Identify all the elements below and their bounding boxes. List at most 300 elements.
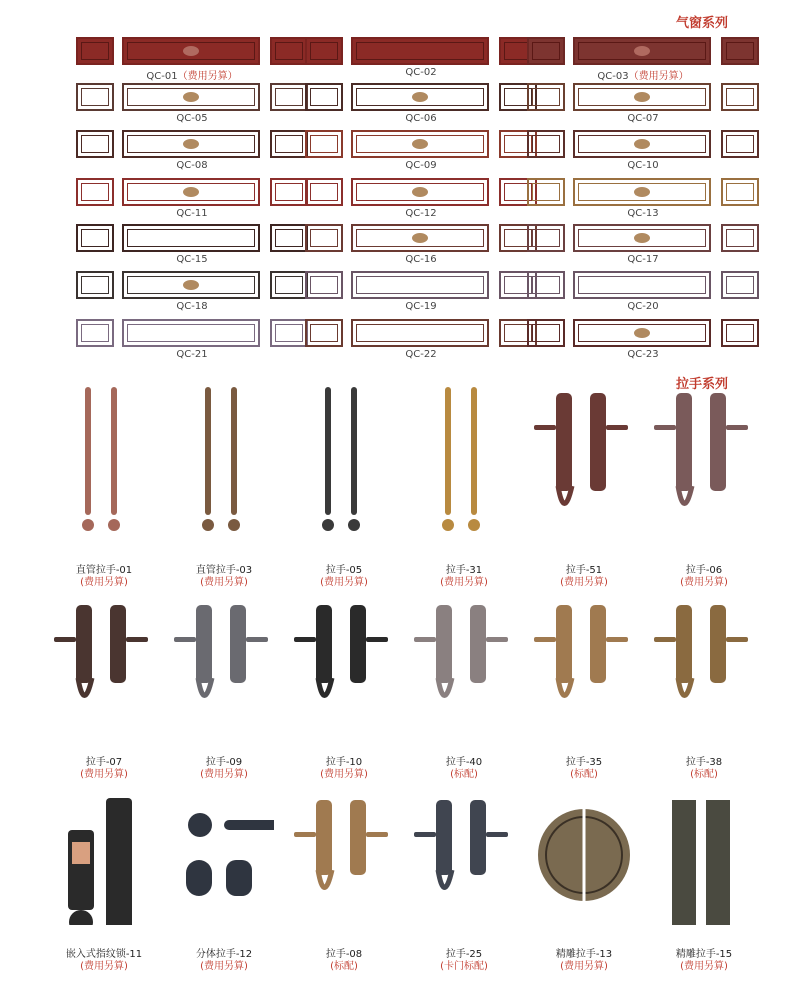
handle-note: (费用另算) (80, 769, 128, 780)
vent-panels (527, 37, 759, 65)
handle-item (285, 383, 403, 598)
vent-panel (76, 83, 114, 111)
vent-panel (573, 224, 711, 252)
vent-panel (573, 37, 711, 65)
handle-image (54, 383, 154, 541)
handle-name: 拉手-38 (685, 757, 723, 768)
vent-code-text: QC-23 (627, 349, 659, 360)
vent-code (305, 349, 537, 360)
handle-note: (费用另算) (560, 577, 608, 588)
vent-code-text: QC-11 (176, 208, 208, 219)
handle-image (174, 595, 274, 733)
vent-panel (122, 224, 260, 252)
handle-name: 精雕拉手-15 (675, 949, 733, 960)
vent-panel-inner (310, 42, 338, 60)
handle-lever (414, 832, 436, 837)
handle-image (294, 383, 394, 541)
vent-code-text: QC-02 (405, 67, 437, 78)
vent-code-text: QC-01 (146, 71, 178, 82)
vent-code (305, 67, 537, 78)
vent-panel (721, 130, 759, 158)
vent-panel-inner (81, 135, 109, 153)
handle-lever (366, 832, 388, 837)
vent-panel (351, 319, 489, 347)
vent-item (527, 130, 759, 174)
handle-note: (费用另算) (440, 577, 488, 588)
vent-item (305, 130, 537, 174)
vent-panel (721, 37, 759, 65)
vent-panel-inner (532, 183, 560, 201)
carved-panel (672, 800, 696, 925)
handle-lever (486, 637, 508, 642)
split-lever (224, 820, 274, 830)
handle-image (54, 595, 154, 733)
handle-item (405, 790, 523, 1005)
handle-plate (590, 605, 606, 683)
handle-name: 拉手-51 (565, 565, 603, 576)
vent-panel-inner (275, 183, 303, 201)
handle-image (414, 383, 514, 541)
vent-code-note: （费用另算） (628, 71, 689, 82)
vent-item (305, 271, 537, 315)
handle-plate (710, 605, 726, 683)
handle-lever (606, 637, 628, 642)
vent-code-text: QC-08 (176, 160, 208, 171)
handle-name: 直管拉手-03 (195, 565, 253, 576)
vent-code-text: QC-18 (176, 301, 208, 312)
handle-base (228, 519, 240, 531)
vent-panel (721, 319, 759, 347)
handle-note: (费用另算) (200, 961, 248, 972)
vent-code-text: QC-16 (405, 254, 437, 265)
vent-panel (270, 83, 308, 111)
handle-item (525, 383, 643, 598)
handle-lever (654, 425, 676, 430)
vent-code-text: QC-12 (405, 208, 437, 219)
vent-panel (270, 130, 308, 158)
vent-code (76, 301, 308, 312)
vent-item (305, 224, 537, 268)
handle-bar (351, 387, 357, 515)
vent-code-note: （费用另算） (177, 71, 238, 82)
handle-plate (470, 800, 486, 875)
handle-plate (556, 605, 572, 683)
vent-panel (122, 130, 260, 158)
handle-item (645, 790, 763, 1005)
handle-item (165, 595, 283, 810)
vent-panel (721, 178, 759, 206)
vent-panel-inner (726, 276, 754, 294)
vent-ornament (183, 187, 199, 197)
handle-image (414, 790, 514, 925)
handle-item (285, 595, 403, 810)
vent-panel (573, 271, 711, 299)
vent-code (76, 208, 308, 219)
vent-panel (351, 178, 489, 206)
vent-panel-inner (81, 324, 109, 342)
vent-code (76, 254, 308, 265)
vent-panels (527, 83, 759, 111)
vent-item (76, 319, 308, 363)
handle-base (442, 519, 454, 531)
vent-panel-inner (578, 276, 706, 294)
handle-name: 拉手-40 (445, 757, 483, 768)
vent-panel (527, 224, 565, 252)
vent-code-text: QC-15 (176, 254, 208, 265)
vent-panel-inner (726, 42, 754, 60)
handle-lever (606, 425, 628, 430)
vent-item (305, 37, 537, 81)
handle-plate (230, 605, 246, 683)
handle-plate (316, 605, 332, 683)
vent-panel-inner (726, 88, 754, 106)
handle-plate (436, 605, 452, 683)
vent-panels (76, 83, 308, 111)
vent-panel (305, 37, 343, 65)
vent-code (305, 208, 537, 219)
handle-image (654, 595, 754, 733)
handle-plate (556, 393, 572, 491)
handle-bar (231, 387, 237, 515)
vent-code (76, 160, 308, 171)
vent-ornament (183, 280, 199, 290)
vent-panels (305, 178, 537, 206)
vent-item (527, 83, 759, 127)
vent-panels (305, 319, 537, 347)
vent-panel (527, 83, 565, 111)
vent-panel (76, 37, 114, 65)
handle-item (645, 383, 763, 598)
vent-panels (76, 319, 308, 347)
handle-lever (534, 637, 556, 642)
vent-panel (351, 130, 489, 158)
vent-panels (305, 224, 537, 252)
handle-image (534, 383, 634, 541)
handle-item (45, 595, 163, 810)
handle-note: (标配) (330, 961, 358, 972)
handle-plate (350, 800, 366, 875)
vent-ornament (634, 233, 650, 243)
handle-note: (费用另算) (320, 769, 368, 780)
handle-name: 拉手-31 (445, 565, 483, 576)
handle-item (405, 383, 523, 598)
vent-panel-inner (726, 229, 754, 247)
vent-panels (76, 271, 308, 299)
vent-code-text: QC-21 (176, 349, 208, 360)
vent-ornament (183, 139, 199, 149)
handle-lever (726, 425, 748, 430)
vent-ornament (412, 92, 428, 102)
vent-ornament (634, 46, 650, 56)
handle-plate (110, 605, 126, 683)
handle-lever (534, 425, 556, 430)
handle-note: (费用另算) (200, 577, 248, 588)
split-knob (188, 813, 212, 837)
vent-item (527, 37, 759, 81)
handle-name: 拉手-09 (205, 757, 243, 768)
vent-item (527, 178, 759, 222)
vent-panel-inner (310, 229, 338, 247)
handle-plate (590, 393, 606, 491)
vent-panel (122, 37, 260, 65)
handle-plate (350, 605, 366, 683)
handle-lever (366, 637, 388, 642)
handle-item (165, 383, 283, 598)
vent-series-title: 气窗系列 (675, 16, 728, 31)
vent-panel (305, 83, 343, 111)
handle-name: 精雕拉手-13 (555, 949, 613, 960)
vent-code (527, 113, 759, 124)
vent-panels (527, 271, 759, 299)
vent-ornament (183, 46, 199, 56)
vent-panel (721, 271, 759, 299)
vent-panel-inner (127, 229, 255, 247)
vent-code (305, 160, 537, 171)
handle-note: (标配) (690, 769, 718, 780)
vent-panel-inner (532, 88, 560, 106)
vent-panels (305, 37, 537, 65)
vent-panel (76, 224, 114, 252)
split-cylinder (226, 860, 252, 896)
handle-item (285, 790, 403, 1005)
handle-base (348, 519, 360, 531)
handle-lever (654, 637, 676, 642)
vent-panel (527, 271, 565, 299)
handle-plate (436, 800, 452, 875)
vent-ornament (412, 139, 428, 149)
vent-panel-inner (275, 324, 303, 342)
handle-image (534, 595, 634, 733)
vent-item (76, 224, 308, 268)
vent-panel-inner (532, 229, 560, 247)
vent-panel (573, 178, 711, 206)
handle-image (174, 790, 274, 925)
vent-panel (527, 178, 565, 206)
lock-body (106, 798, 132, 925)
handle-base (322, 519, 334, 531)
vent-code-text: QC-09 (405, 160, 437, 171)
handle-item (525, 595, 643, 810)
vent-code (76, 113, 308, 124)
handle-note: (费用另算) (560, 961, 608, 972)
vent-code-text: QC-22 (405, 349, 437, 360)
vent-code (527, 208, 759, 219)
vent-panels (76, 130, 308, 158)
vent-panel (122, 319, 260, 347)
vent-ornament (634, 92, 650, 102)
handle-lever (414, 637, 436, 642)
handle-plate (676, 605, 692, 683)
vent-panel (122, 178, 260, 206)
handle-note: (费用另算) (680, 961, 728, 972)
vent-panel (270, 37, 308, 65)
vent-panel (76, 319, 114, 347)
split-cylinder (186, 860, 212, 896)
vent-ornament (412, 233, 428, 243)
vent-panel-inner (275, 135, 303, 153)
vent-panel-inner (81, 88, 109, 106)
vent-panel (122, 83, 260, 111)
handle-name: 拉手-07 (85, 757, 123, 768)
vent-ornament (412, 187, 428, 197)
handle-lever (54, 637, 76, 642)
handle-base (108, 519, 120, 531)
handle-image (174, 383, 274, 541)
vent-panel (351, 83, 489, 111)
vent-item (76, 83, 308, 127)
vent-code-text: QC-03 (597, 71, 629, 82)
vent-panel (270, 271, 308, 299)
vent-code-text: QC-06 (405, 113, 437, 124)
vent-panels (305, 130, 537, 158)
vent-item (305, 319, 537, 363)
vent-code-text: QC-10 (627, 160, 659, 171)
vent-panel-inner (81, 229, 109, 247)
handle-image (54, 790, 154, 925)
handle-bar (111, 387, 117, 515)
handle-item (45, 383, 163, 598)
vent-code-text: QC-05 (176, 113, 208, 124)
vent-panel (76, 130, 114, 158)
handle-name: 直管拉手-01 (75, 565, 133, 576)
handle-lever (246, 637, 268, 642)
vent-item (305, 83, 537, 127)
handle-plate (710, 393, 726, 491)
handle-lever (294, 832, 316, 837)
handle-note: (卡门标配) (440, 961, 488, 972)
handle-note: (费用另算) (200, 769, 248, 780)
handle-item (645, 595, 763, 810)
vent-panels (527, 178, 759, 206)
vent-panel (527, 319, 565, 347)
vent-code (527, 301, 759, 312)
handle-name: 拉手-25 (445, 949, 483, 960)
vent-panel (527, 37, 565, 65)
handle-image (414, 595, 514, 733)
vent-item (527, 224, 759, 268)
handle-name: 拉手-10 (325, 757, 363, 768)
handle-plate (196, 605, 212, 683)
vent-panels (527, 130, 759, 158)
vent-code (527, 254, 759, 265)
vent-code-text: QC-17 (627, 254, 659, 265)
vent-item (527, 319, 759, 363)
vent-code (76, 349, 308, 360)
vent-panel-inner (726, 324, 754, 342)
vent-panel (76, 178, 114, 206)
vent-item (527, 271, 759, 315)
lock-screen (72, 842, 90, 864)
vent-code (527, 160, 759, 171)
vent-panel-inner (275, 42, 303, 60)
carved-panel (706, 800, 730, 925)
vent-panel-inner (310, 324, 338, 342)
handle-base (82, 519, 94, 531)
vent-panel-inner (356, 276, 484, 294)
handle-name: 拉手-35 (565, 757, 603, 768)
handle-name: 拉手-08 (325, 949, 363, 960)
handle-bar (471, 387, 477, 515)
handle-image (294, 595, 394, 733)
vent-panel (305, 319, 343, 347)
vent-ornament (183, 92, 199, 102)
vent-panel (351, 271, 489, 299)
vent-panel-inner (356, 42, 484, 60)
vent-panel (270, 319, 308, 347)
vent-code (527, 349, 759, 360)
vent-panels (527, 319, 759, 347)
handle-item (165, 790, 283, 1005)
handle-base (468, 519, 480, 531)
vent-panel-inner (275, 276, 303, 294)
vent-panels (76, 37, 308, 65)
vent-ornament (634, 328, 650, 338)
vent-item (76, 37, 308, 81)
vent-code-text: QC-13 (627, 208, 659, 219)
vent-panels (527, 224, 759, 252)
vent-code (305, 301, 537, 312)
vent-code-text: QC-20 (627, 301, 659, 312)
handle-lever (294, 637, 316, 642)
vent-panel (573, 83, 711, 111)
handle-plate (316, 800, 332, 875)
handle-note: (费用另算) (80, 961, 128, 972)
handle-series-title: 拉手系列 (675, 377, 728, 392)
handle-name: 嵌入式指纹锁-11 (65, 949, 143, 960)
handle-lever (174, 637, 196, 642)
handle-base (202, 519, 214, 531)
handle-item (45, 790, 163, 1005)
vent-panel (573, 130, 711, 158)
vent-panels (76, 178, 308, 206)
vent-panel (573, 319, 711, 347)
vent-panel-inner (310, 135, 338, 153)
vent-panel (721, 224, 759, 252)
handle-note: (费用另算) (320, 577, 368, 588)
vent-panel (351, 224, 489, 252)
handle-bar (85, 387, 91, 515)
handle-plate (470, 605, 486, 683)
handle-plate (76, 605, 92, 683)
vent-panel-inner (275, 88, 303, 106)
vent-panels (76, 224, 308, 252)
vent-panels (305, 271, 537, 299)
handle-lever (486, 832, 508, 837)
vent-panel-inner (81, 183, 109, 201)
vent-panel (305, 178, 343, 206)
vent-code-text: QC-07 (627, 113, 659, 124)
handle-item (405, 595, 523, 810)
vent-panel (351, 37, 489, 65)
vent-panel-inner (275, 229, 303, 247)
vent-item (76, 178, 308, 222)
handle-note: (费用另算) (80, 577, 128, 588)
vent-code (76, 67, 308, 82)
handle-note: (费用另算) (680, 577, 728, 588)
handle-bar (205, 387, 211, 515)
handle-plate (676, 393, 692, 491)
vent-panel (270, 224, 308, 252)
vent-panel-inner (81, 42, 109, 60)
vent-panel (721, 83, 759, 111)
vent-code (305, 254, 537, 265)
vent-panel-inner (81, 276, 109, 294)
handle-image (294, 790, 394, 925)
vent-panel-inner (356, 324, 484, 342)
handle-bar (445, 387, 451, 515)
vent-panel-inner (532, 276, 560, 294)
handle-note: (标配) (570, 769, 598, 780)
